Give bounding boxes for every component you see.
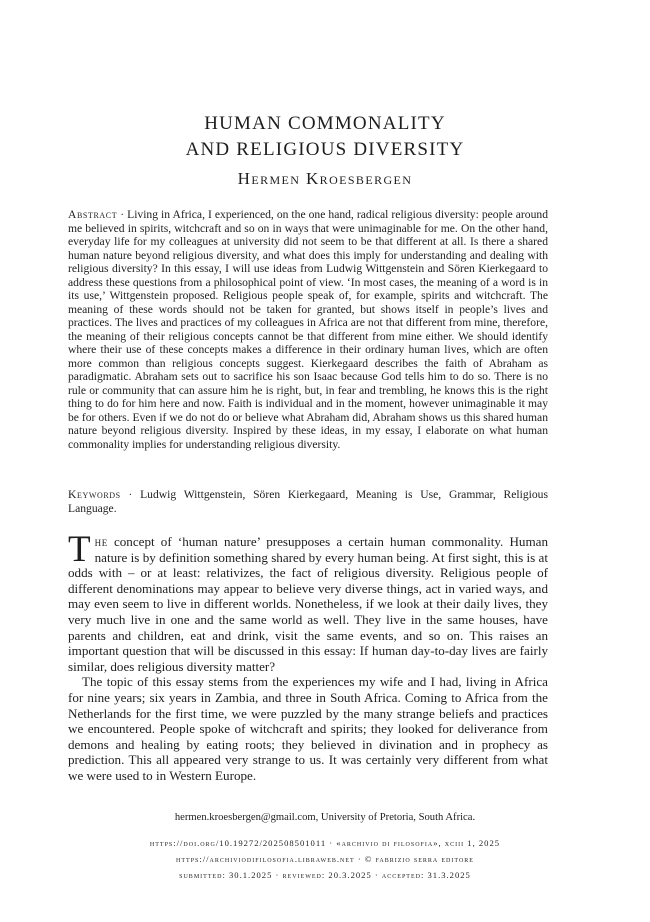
author-name: Hermen Kroesbergen	[237, 169, 413, 188]
drop-cap: T	[68, 529, 91, 570]
abstract-separator: ·	[117, 208, 128, 221]
abstract-label: Abstract	[68, 208, 118, 221]
keywords-separator: ·	[120, 488, 141, 501]
paragraph-2: The topic of this essay stems from the experiences my wife and I had, living in Africa for nine years; six years in Zambia, and three in South Africa. Coming to Africa from the Netherlands for the first time, we were puzzled by the many strange beliefs and practices we encountered. People spoke of witchcraft and spirits; they looked for deliverance from demons and healing by eating roots; they believed in divination and in prophecy as prediction. This all appeared very strange to us. It was certainly very different from what we were used to in Western Europe.	[68, 674, 548, 783]
body-text	[68, 529, 548, 784]
paragraph-1-text: concept of ‘human nature’ presupposes a certain human commonality. Human nature is by definition something shared by every human being. At first sight, this is at odds with – or at least: relativizes, the fact of religious diversity. Religious people of different denominations may appear to believe very diverse things, act in varied ways, and may even seem to live in different worlds. Nonetheless, if we look at their daily lives, they very much live in one and the same world as well. They live in the same houses, have parents and children, eat and drink, visit the same events, and so on. This raises an important question that will be discussed in this essay: If human day-to-day lives are fairly similar, does religious diversity matter?	[68, 534, 548, 674]
article-title	[0, 111, 650, 163]
abstract-text: Living in Africa, I experienced, on the one hand, radical religious diversity: people around me believed in spirits, witchcraft and so on in ways that were unimaginable for me. On the other hand, everyday life for my colleagues at university did not seem to be that different at all. Is there a shared human nature beyond religious diversity, and what does this imply for understanding and dealing with religious diversity? In this essay, I will use ideas from Ludwig Wittgenstein and Sören Kierkegaard to address these questions from a philosophical point of view. ‘In most cases, the meaning of a word is in its use,’ Wittgenstein proposed. Religious people speak of, for example, spirits and witchcraft. The meaning of these words should not be taken for granted, but shows itself in people’s lives and practices. The lives and practices of my colleagues in Africa are not that different from mine, therefore, the meaning of their religious concepts cannot be that different from mine either. We should identify where their use of these concepts makes a difference in their ordinary human lives, which are often more common than religious concepts suggest. Kierkegaard describes the faith of Abraham as paradigmatic. Abraham sets out to sacrifice his son Isaac because God tells him to do so. There is no rule or community that can assure him he is right, but, in fear and trembling, he knows this is the right thing to do for him here and now. Faith is individual and in the moment, however unimaginable it may be for others. Even if we do not do or believe what Abraham did, Abraham shows us this shared human nature beyond religious diversity. Inspired by these ideas, in my essay, I elaborate on what human commonality implies for understanding religious diversity.	[68, 208, 548, 451]
dates-line: submitted: 30.1.2025 · reviewed: 20.3.2025 · accepted: 31.3.2025	[179, 870, 471, 880]
article-title-line-1: HUMAN COMMONALITY	[204, 113, 446, 134]
keywords-text: Ludwig Wittgenstein, Sören Kierkegaard, Meaning is Use, Grammar, Religious Language.	[68, 488, 548, 515]
article-title-line-2: AND RELIGIOUS DIVERSITY	[185, 139, 465, 160]
publisher-line: https://archiviodifilosofia.libraweb.net · © fabrizio serra editore	[176, 854, 474, 864]
keywords-block	[68, 488, 548, 515]
doi-line: https://doi.org/10.19272/202508501011 · «archivio di filosofia», xciii 1, 2025	[149, 838, 501, 848]
author-affiliation: hermen.kroesbergen@gmail.com, University of Pretoria, South Africa.	[174, 812, 476, 823]
paragraph-1	[68, 529, 548, 674]
first-word-small-caps: he	[94, 534, 108, 549]
keywords-label: Keywords	[68, 488, 121, 501]
abstract-block	[68, 208, 548, 451]
